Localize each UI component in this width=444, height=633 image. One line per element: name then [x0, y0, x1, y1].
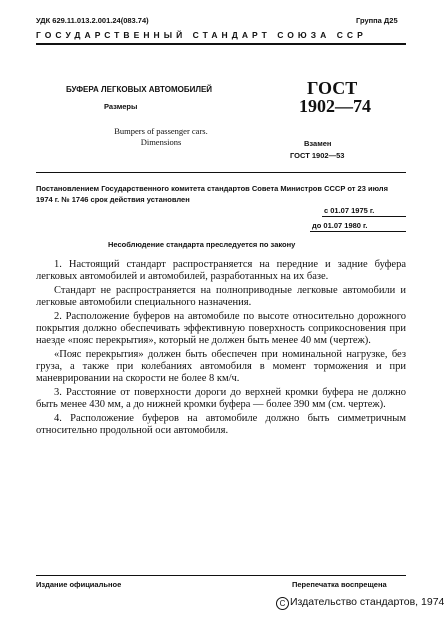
top-rule — [36, 43, 406, 45]
decree-text: Постановлением Государственного комитета стандартов Совета Министров СССР от 23 июля 1974 г. № 1746 срок действия установлен — [36, 184, 388, 204]
date-to-underline — [310, 231, 406, 232]
date-from: с 01.07 1975 г. — [324, 206, 375, 215]
document-subtitle: Размеры — [104, 102, 138, 111]
document-title: БУФЕРА ЛЕГКОВЫХ АВТОМОБИЛЕЙ — [66, 85, 213, 94]
date-to: до 01.07 1980 г. — [312, 221, 368, 230]
legal-warning: Несоблюдение стандарта преследуется по закону — [108, 240, 296, 249]
paragraph-3: 2. Расположение буферов на автомобиле по высоте относительно дорожного покрытия должно обеспечивать эффективную поверхность соприкосновения при наезде «пояс перекрытия», который не должен быть менее 40 мм (чертеж). — [36, 311, 406, 346]
copyright — [276, 596, 444, 610]
paragraph-2: Стандарт не распространяется на полноприводные легковые автомобили и легковые автомобили специального назначения. — [36, 285, 406, 308]
group-code: Группа Д25 — [356, 16, 398, 25]
copyright-icon: С — [276, 597, 289, 610]
paragraph-1: 1. Настоящий стандарт распространяется на передние и задние буфера легковых автомобилей и автомобилей, разработанных на их базе. — [36, 259, 406, 282]
gost-label: ГОСТ — [307, 78, 358, 98]
replace-value: ГОСТ 1902—53 — [290, 151, 345, 160]
copyright-text: Издательство стандартов, 1974 — [290, 596, 444, 608]
middle-rule — [36, 172, 406, 173]
replace-label: Взамен — [304, 139, 332, 148]
udk-code: УДК 629.11.013.2.001.24(083.74) — [36, 16, 149, 25]
bottom-rule — [36, 575, 406, 576]
paragraph-5: 3. Расстояние от поверхности дороги до верхней кромки буфера не должно быть менее 430 мм, а до нижней кромки буфера — более 390 мм (см. чертеж). — [36, 387, 406, 410]
official-edition: Издание официальное — [36, 580, 122, 589]
reprint-notice: Перепечатка воспрещена — [292, 580, 387, 589]
date-from-underline — [322, 216, 406, 217]
standard-header: ГОСУДАРСТВЕННЫЙ СТАНДАРТ СОЮЗА ССР — [36, 30, 367, 40]
paragraph-6: 4. Расположение буферов на автомобиле должно быть симметричным относительно продольной оси автомобиля. — [36, 413, 406, 436]
document-title-english: Bumpers of passenger cars. Dimensions — [114, 126, 208, 147]
gost-number: 1902—74 — [299, 96, 371, 116]
paragraph-4: «Пояс перекрытия» должен быть обеспечен при номинальной нагрузке, без груза, а также при колебаниях автомобиля в момент торможения и при маневрировании на скорости не более 8 км/ч. — [36, 349, 406, 384]
body-text — [36, 259, 406, 437]
